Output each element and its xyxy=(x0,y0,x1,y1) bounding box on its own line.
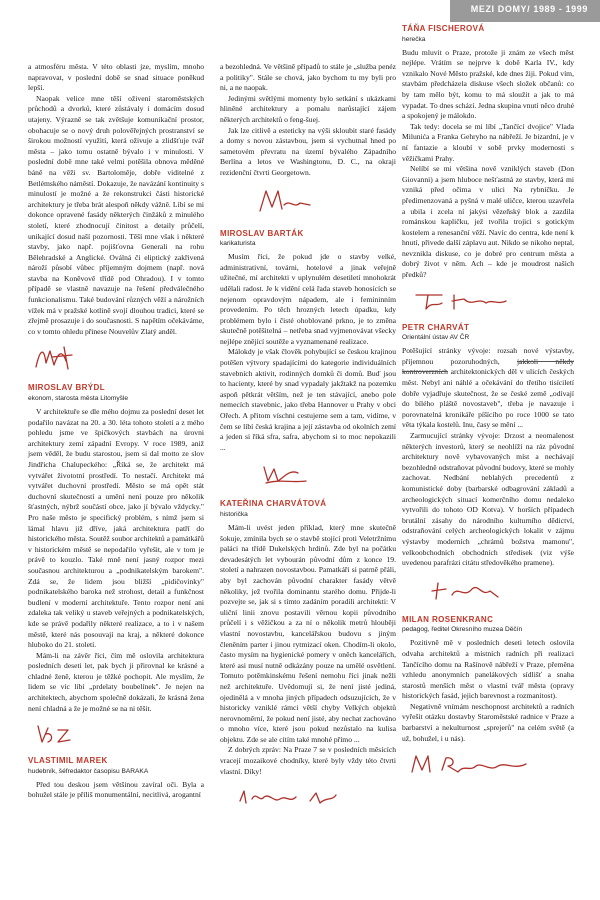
signature-image xyxy=(220,185,320,219)
paragraph: V architektuře se dle mého dojmu za poslední deset let podařilo navázat na 20. a 30. léta tohoto století a z mého pohledu jsme ve špičkových stavbách na úrovni architektury zemí západní Evropy. V roce 1989, aniž jsem věděl, že budu starostou, jsem si dal motto ze slov Jindřicha Chalupeckého: „Říká se, že architekt má vytvářet živototní prostředí. To nestačí. Architekt má vytvářet duchovní prostředí. Město se má opět stát duchovní skutečností a umění není pouze pro několik šťastných, nýbrž součástí obce, jako jí bývalo vždycky." Pro naše město je specifický problém, s nímž jsem si lámal hlavu již dříve, jaká architektura patří do historického města. Soutěž soubor architektů a památkářů v historickém městě se nepodařilo vyřešit, ale v tom je právě to kouzlo. Také mně není jasný rozpor mezi současnou architekturou a „podnikatelským barokem". Zdá se, že lidem jsou bližší „pidičovinky" podnikatelského baroka než strohost, detail a funkčnost budlení v moderní architektuře. Tento rozpor není ani zdaleka tak veliký u staveb veřejných a podnikatelských, kde se právě podařily některé realizace, a to i v našem městě, které nás posouvají na kraj, a některé dokonce hluboko do 21. století. xyxy=(28,407,204,650)
text-run: Potěšující stránky vývoje: rozsah nové výstavby, příjemnou pozoruhodných, xyxy=(402,346,574,366)
paragraph: Naopak velice mne těší oživení staroměstských průchodů a dvorků, které zůstávaly i domácím dosud utajeny. Výrazně se tak zvětšuje komunikační prostor, obohacuje se o nový druh polověřejných prostranství se širokou možností využití, která oživuje a zlidšťuje tvář města – jako tomu ostatně bývalo i v minulosti. V poslední době mne také velmi potěšila obnova měděné báně na věži sv. Bartoloměje, dobře viditelné z Betlémského náměstí. Dokazuje, že navázání kontinuity s minulostí je možné a že rekonstrukci části historické architektury je třeba brát alespoň někdy vážně. Líbí se mi dokonce opravené fasády některých činžáků z minulého století, které zhodnocují činitost a detaily průčelí, unikající dosud naší pozornosti. Těší mne však i některé stavby, jako např. pojišťovna Generali na rohu Bělehradské a Anglické. Oválná či eliptický zakřivená nároží působí vůbec příjemným dojmem (např. nová stavba na Koněvově třídě pod Ohradou). I v tomto případě se vlastně navazuje na řešení předválečného funkcionalismu. Také budování různých věží a nárožních vížek má v pražské kotlině svojí dlouhou tradici, které se zřejmě prosazuje i do současnosti. S napětím očekáváme, co v tomto ohledu přinese Nouvelův Zlatý anděl. xyxy=(28,93,204,336)
paragraph: Jedinými světlými momenty bylo setkání s ukázkami hliněné architektury a pomalu narůstající zájem některých architektů o feng-šuej. xyxy=(220,93,396,124)
signature-image xyxy=(402,575,522,605)
paragraph: Jak lze citlivě a esteticky na výši skloubit staré fasády a domy s novou zástavbou, jsem si vychutnal hned po sametovém převratu na území bývalého Západního Berlína a letos ve Washingtonu, D. C., na okraji rezidenční čtvrti Georgetown. xyxy=(220,125,396,177)
author-name: TÁŇA FISCHEROVÁ xyxy=(402,24,485,33)
author-name: VLASTIMIL MAREK xyxy=(28,756,108,766)
signature-image xyxy=(28,720,88,746)
paragraph: Pozitivně mě v posledních deseti letech oslovila odvaha architektů a místních radních při realizaci Tančícího domu na Rašínově nábřeží v Praze, přeměna vzhledu anonymních panelákových sídlišť a snaha starostů menších měst o vlastní tvář města (opravy historických fasád, jejich barevnost a rozmanitost). xyxy=(402,638,574,701)
author-name: MIROSLAV BARTÁK xyxy=(220,228,304,238)
paragraph: Budu mluvit o Praze, protože ji znám ze všech měst nejlépe. Vrátím se nejprve k době Karla IV., kdy vznikalo Nové Město pražské, kde dnes žiji. Pokud vím, stavbám předcházela diskuse všech složek občanů: co by tam mělo být, komu to má sloužit a jak to má vypadat. To dnes schází. Jedna skupina vnutí něco druhé a spokojený je málokdo. xyxy=(402,47,574,121)
signature-image xyxy=(220,459,320,489)
text-run: architektonických děl v ulicích českých měst. Nebyl ani náhlé a očekávání do třetího tisíciletí dobře vyjadřuje skutečnost, že se české země „odívají do bílého pláště novostaveb", třeba je navazuje i porovnatelná kronikáře píšícího po roce 1000 se tato věta týkala kostelů. Inu, časy se mění ... xyxy=(402,367,574,430)
strikethrough-text: jakkoli někdy kontroverzních xyxy=(402,356,574,377)
author-name: PETR CHARVÁT xyxy=(402,322,470,332)
paragraph: Negativně vnímám neschopnost architektů a radních vyřešit otázku dostavby Staroměstské radnice v Praze a barbarství a nekulturnost „sprejerů" na celém světě (a už, bohužel, i u nás). xyxy=(402,701,574,743)
signature-image xyxy=(402,750,562,778)
author-role: karikaturista xyxy=(220,240,256,248)
author-role: Orientální ústav AV ČR xyxy=(402,334,470,342)
paragraph: Zarmucující stránky vývoje: Drzost a neomalenost některých investorů, který se neohlíží na ráz původní architektury nově vybavovaných míst a nechávají bezohledně odstraňovat původní budovy, které se mohly zachovat. Nedbání neblahých precedentů z komunistické doby (barbarské odbagrování základů a archeologických situací komerčního domu nedaleko vytvořili do tohoto OD Kotva). V horších případech brutální zásahy do národního kulturního dědictví, odstraňování celých archeologických lokalit v zájmu výstavby moderních „chrámů božstva mamonu", velkoobchodních obchodních středisek (viz výše uvedenou parafrázi citátu středověkého pramene). xyxy=(402,431,574,568)
signature-image xyxy=(28,343,88,373)
author-role: historička xyxy=(220,511,248,518)
column-1 xyxy=(28,62,204,801)
paragraph: Málokdy je však člověk pohybující se českou krajinou potěšen výtvory spadajícími do kategorie individuálních stavebních aktivit, rodinných domků či domů. Buď jsou to hacienty, které by snad vypadaly jakžtakž na pozemku aspoň pětkrát větším, než je ten stávající, anebo pole nemecích stavebnic, jako třeba Hannover u Prahy v obci Ořech. A přitom víschni cestujeme sem a tam, vidíme, v čem se líbí česká krajina a její zástavba od okolních zemí a jeden si říká sfra, safra, abychom si to moc nepokazili ... xyxy=(220,347,396,452)
author-role: herečka xyxy=(402,35,426,43)
author-name: MILAN ROSENKRANC xyxy=(402,614,494,624)
paragraph: a bezohledná. Ve většině případů to stále je „služba penéz a politiky". Stále se chová, jako bychom tu my byli pro ni, a ne naopak. xyxy=(220,62,396,93)
paragraph xyxy=(402,346,574,431)
paragraph: Z dobrých zpráv: Na Praze 7 se v posledních měsících vracejí mozaikové chodníky, které byly vždy této čtvrti vlastní. Díky! xyxy=(220,745,396,776)
paragraph: Mám-li na závěr říci, čím mě oslovila architektura posledních deseti let, pak bych ji přirovnal ke krásné a chladné ženě, kterou je těžké pochopit. Ale myslím, že lidem se víc líbí „prdelaty boubelínek". Je nejen na architektech, abychom společně dokázali, že krásná žena není chladná a že je možné se na ni těšit. xyxy=(28,650,204,713)
paragraph: Tak tedy: docela se mi líbí „Tančící dvojice" Vlada Milunića a Franka Gehryho na nábřeží. Je bizardní, je v ní fantazie a kloubí v sobě prvky modernosti s věžičkami Prahy. xyxy=(402,121,574,163)
author-role: hudebník, šéfredaktor časopisu BARAKA xyxy=(28,767,149,775)
signature-image xyxy=(220,783,390,807)
author-role: ekonom, starosta města Litomyšle xyxy=(28,395,129,403)
author-role: pedagog, ředitel Okresního muzea Děčín xyxy=(402,626,523,634)
paragraph: Nelíbí se mi většina nově vzniklých staveb (Don Giovanni) a jsem hluboce nešťastná ze stavby, která mi vzniká před očima v ulici Na rybníčku. Je předimenzovaná a pyšná v malé uličce, kterou uzavřela a ubila i zcela ní jakýsi vězeňský blok a zazdila románskou kapličku, jež tvořila trojici s gotickým kostelem a renesanční věží. Navíc do centra, kde není k hnutí, přivede další záplavu aut. Nikdo se nikoho neptal, nevznikla diskuse, co je dobré pro centrum města a dobrý život v něm. Ach – kde je moudrost našich předků? xyxy=(402,164,574,280)
paragraph: Musím říci, že pokud jde o stavby velké, administrativní, továrni, hotelové a jinak veřejně užitečné, mí architekti v uplynulém desetiletí mnohokrát udělali radost. Je k vidění celá řada staveb honosících se nejenom opravdovým nápadem, ale i femininním provedením. Po těch hrozných letech úpadku, kdy problémem bylo i čisté ohoblované prkno, je to změna skutečně potěšitelná – netřeba snad vyjmenovávat všecky nejlépe znějící soutěže a vyznamenané realizace. xyxy=(220,252,396,346)
author-name: KATEŘINA CHARVÁTOVÁ xyxy=(220,499,327,509)
signature-image xyxy=(402,287,522,313)
paragraph: Před tou deskou jsem většinou zavíral oči. Byla a bohužel stále je příliš monumentální, necitlivá, arogantní xyxy=(28,779,204,800)
section-title: MEZI DOMY/ 1989 - 1999 xyxy=(470,4,588,14)
column-3 xyxy=(402,24,574,782)
paragraph: a atmosféru města. V této oblasti jze, myslím, mnoho napravovat, v poslední době se snad situace poněkud lepší. xyxy=(28,62,204,93)
paragraph: Mám-li uvést jeden příklad, který mne skutečně šokuje, zmínila bych se o stavbě stojící proti Veletržnímu paláci na třídě Dukelských hrdinů. Zde byl na počátku devadesátých let vybourán původní dům z konce 19. století a nahrazen novostavbou. Pamatkáři si patrně přáli, aby byl zachován původní charakter fasády větvě několiky, jež tvořila dominantu starého domu. Přijde-li pozvejte se, jak si s tímto zadáním poradili architekti: V uliční linii znovu postavili věrnou kopii původního průčelí i s věžičkou a za ní o několik metrů hlouběji vlastní novostavbu, kancelářskou budovu s jiným členěním parter i jinou rytmizací oken. Chodím-li okolo, často mysím na hygienické pomery v oněch kancelářích, které asi musí nutně odkázány pouze na umělé osvětlení. Tomuto potěmkinskému řešení nemohu říci jinak nežli než architektuře. Uvědomují si, že není jisté jediná, ojedinělá a v mnoha jiných případech odsuzujících, že v historicky vzniklé rámci větší chyby Velkých objektů nerovnoměrní, že pokud není jisté, aby nechat zachováno o mnoho více, které jsou pokud nezůstalo na kulisa objektu. Zde se ale cítím také mnohé přímo ... xyxy=(220,523,396,744)
author-name: MIROSLAV BRÝDL xyxy=(28,383,106,393)
column-2 xyxy=(220,62,396,811)
